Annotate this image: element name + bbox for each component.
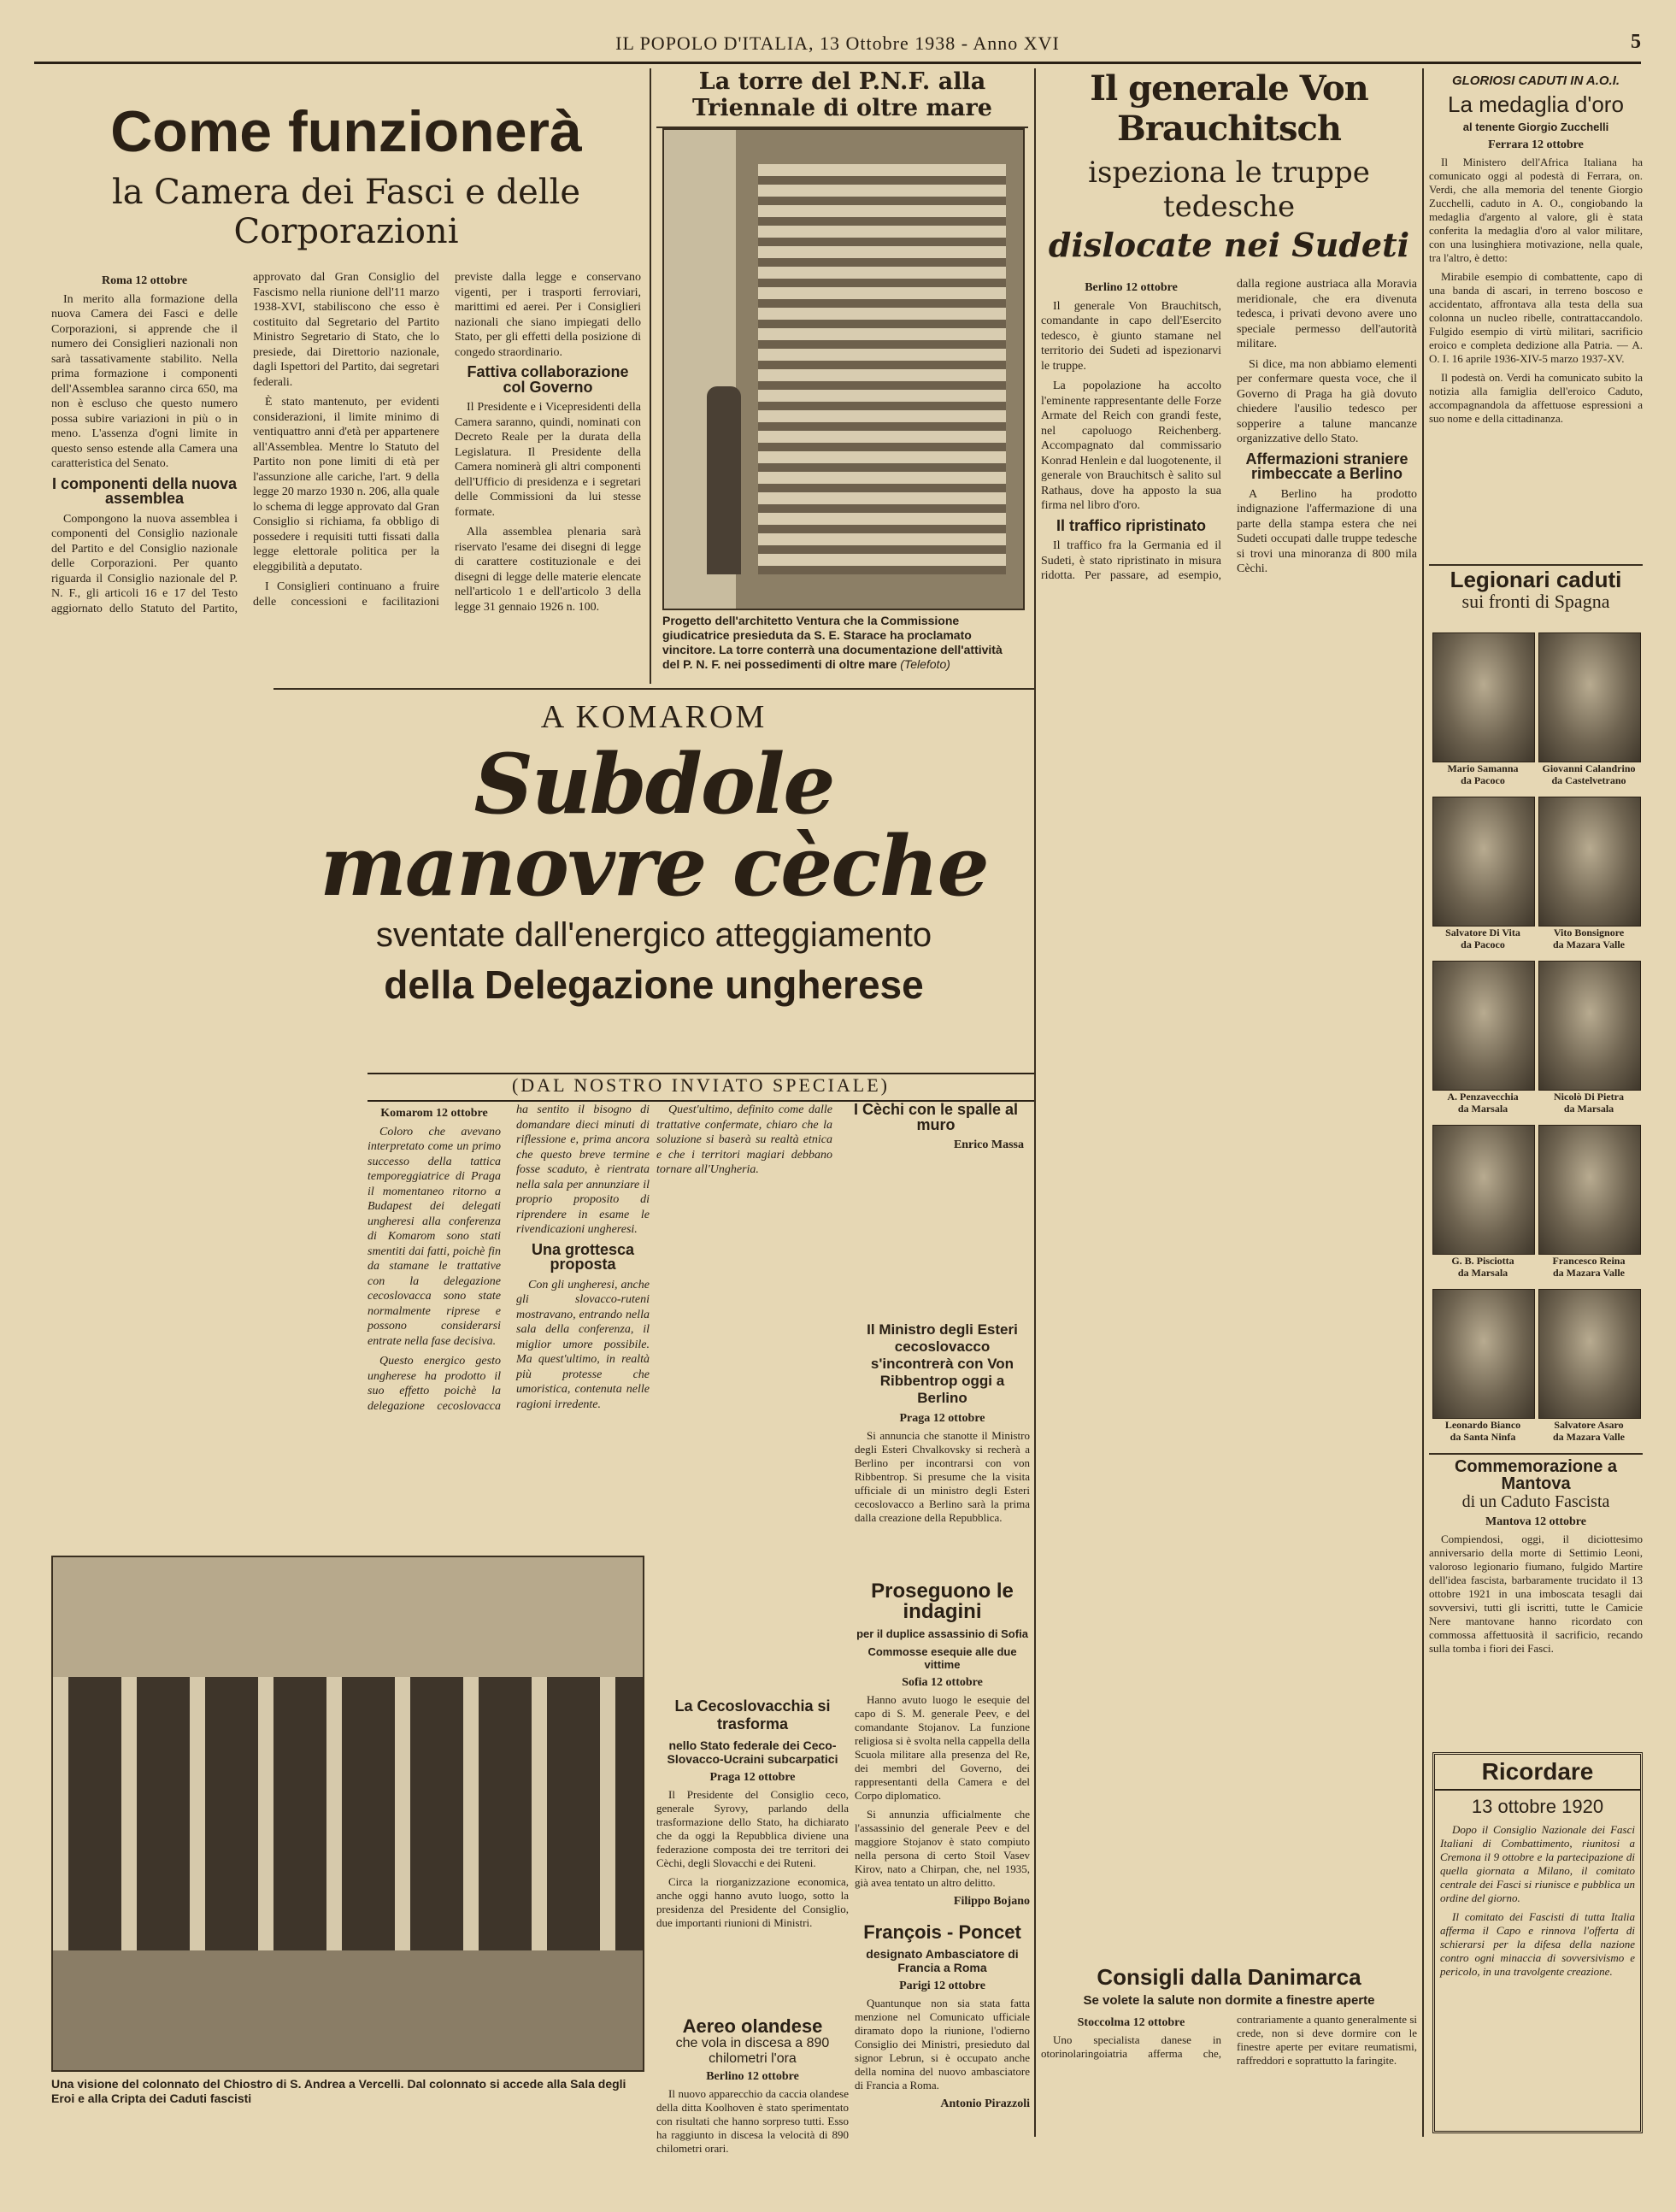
caption-text: Una visione del colonnato del Chiostro di S. Andrea a Vercelli. Dal colonnato si accede alla Sala degli Eroi e alla Cripta dei Caduti fascisti <box>51 2077 626 2105</box>
subhead: Affermazioni straniere rimbeccate a Berlino <box>1245 450 1408 482</box>
portrait-name: Giovanni Calandrino da Castelvetrano <box>1542 762 1636 786</box>
portrait <box>1432 961 1535 1091</box>
paragraph: Coloro che avevano interpretato come un primo successo della tattica temporeggiatrice di Praga il momentaneo ritorno a Budapest dei delegati ungheresi alla conferenza di Komarom sono stati smentiti dai fatti, poichè fin da stamane le trattative con la delegazione cecoslovacca sono state normalmente riprese e possono considerarsi entrate nella fase decisiva. <box>368 1125 501 1348</box>
article-title: Commemorazione a Mantova <box>1454 1457 1618 1493</box>
article-subtitle: ispeziona le truppe tedesche <box>1088 156 1370 224</box>
caption-text: Progetto dell'architetto Ventura che la Commissione giudicatrice presieduta da S. E. Starace ha proclamato vincitore. La torre conterrà una documentazione dell'attività del P. N. F. nei possedimenti di oltre mare <box>662 614 1003 671</box>
tower-photo <box>662 128 1025 610</box>
dateline: Berlino 12 ottobre <box>1085 281 1178 294</box>
article-subtitle: Se volete la salute non dormite a finestre aperte <box>1083 1993 1375 2008</box>
cloister-ground <box>53 1950 643 2070</box>
article-ribbentrop <box>855 1316 1030 1573</box>
statue-figure <box>707 386 741 574</box>
dateline: Ferrara 12 ottobre <box>1488 138 1584 151</box>
article-title: Il generale Von Brauchitsch <box>1090 68 1368 149</box>
article-title: Consigli dalla Danimarca <box>1097 1964 1361 1990</box>
portrait <box>1538 1125 1641 1255</box>
paragraph: Hanno avuto luogo le esequie del capo di S. M. generale Peev, e del comandante Stojanov. La funzione religiosa si è svolta nella cappella della Scuola militare alla presenza del Re, dei membri del Governo, dei rappresentanti della Camera e del Corpo diplomatico. <box>855 1693 1030 1802</box>
section-rule <box>1429 1453 1643 1455</box>
article-subtitle: che vola in discesa a 890 chilometri l'ora <box>675 2036 830 2066</box>
article-subtitle: per il duplice assassinio di Sofia <box>856 1627 1028 1640</box>
paragraph: Compongono la nuova assemblea i componenti del Consiglio nazionale del Partito e del Consiglio nazionale delle Corporazioni. Per quanto riguarda il Consiglio nazionale del P. N. F., gli articoli 16 e 17 del Testo aggiornato dello Statuto del Partito, approvato dal Gran Consiglio del Fascismo nella riunione dell'11 marzo 1938-XVI, stabiliscono che esso è costituito dal Segretario del Partito Ministro Segretario di Stato, che lo presiede, dai Direttorio nazionale, dagli Ispettori del Partito, dai segretari federali. <box>51 271 439 615</box>
column-rule <box>650 68 651 684</box>
paragraph: I Consiglieri continuano a fruire delle concessioni e facilitazioni previste dalla legge e conservano vigenti, per i trasporti ferroviari, marittimi ed aerei. Per i Consiglieri nazionali che siano impiegati dello Stato, per gli effetti della posizione di congedo straordinario. <box>253 271 641 609</box>
article-body <box>1429 138 1643 426</box>
paragraph: Con gli ungheresi, anche gli slovacco-ruteni mostravano, entrando nella sala della conferenza, il miglior umore possibile. Ma quest'ultimo, in realtà più protesse che umoristica, contenuta nelle ragioni irredente. <box>516 1278 650 1411</box>
column-rule <box>1034 68 1036 2137</box>
paragraph: È stato mantenuto, per evidenti considerazioni, il limite minimo di ventiquattro anni d'età per appartenere all'Assemblea. Mentre lo Statuto del Partito non pone limiti di età per l'assunzione alle cariche, l'art. 9 della legge 20 marzo 1930 n. 206, alla quale lo schema di legge approvato dal Gran Consiglio si richiama, fa obbligo di possedere i requisiti tutti fissati dalla legge elettorale politica per la eleggibilità a deputato. <box>253 396 439 574</box>
portrait <box>1538 797 1641 927</box>
paragraph: Si annunzia ufficialmente che l'assassinio del generale Peev e del maggiore Stojanov è stato compiuto nella persona di certo Stoil Vasev Kirov, nato a Chirpan, che, nel 1935, già avea tentato un altro delitto. <box>855 1808 1030 1889</box>
paragraph: Si dice, ma non abbiamo elementi per confermare questa voce, che il Governo di Praga ha già dovuto chiedere l'ausilio tedesco per sopperire a talune mancanze organizzative dello Stato. <box>1237 357 1417 445</box>
cloister-photo <box>51 1556 644 2072</box>
portrait-name: Salvatore Di Vita da Pacoco <box>1445 927 1520 950</box>
box-ricordare <box>1432 1752 1643 2133</box>
komarom-heading <box>273 692 1034 1068</box>
article-body <box>656 2070 849 2156</box>
article-sofia <box>855 1581 1030 1923</box>
paragraph: A Berlino ha prodotto indignazione l'affermazione di una parte della stampa estera che nei Sudeti occupati dalle truppe tedesche si trovi una minoranza di 800 mila Cèchi. <box>1237 487 1417 575</box>
subhead: Il traffico ripristinato <box>1056 516 1207 534</box>
article-mantova <box>1429 1458 1643 1740</box>
portrait <box>1432 1289 1535 1419</box>
legionari-heading <box>1429 568 1643 628</box>
paragraph: Dopo il Consiglio Nazionale dei Fasci Italiani di Combattimento, riunitosi a Cremona il 9 ottobre e la partecipazione di quella giornata a Milano, il comitato centrale dei Fasci si riunisce e pubblica un ordine del giorno. <box>1440 1823 1635 1904</box>
article-title: La Cecoslovacchia si trasforma <box>674 1697 831 1733</box>
paragraph: Alla assemblea plenaria sarà riservato l'esame dei disegni di legge di carattere costituzionale e dei disegni di legge delle materie elencate nell'articolo 1 e dell'articolo 3 della legge 31 gennaio 1926 n. 100. <box>455 526 641 614</box>
dateline: Stoccolma 12 ottobre <box>1077 2016 1185 2029</box>
komarom-byline <box>368 1073 1034 1102</box>
dateline: Berlino 12 ottobre <box>706 2070 799 2083</box>
subhead: I Cèchi con le spalle al muro <box>853 1101 1019 1133</box>
paragraph: Si annuncia che stanotte il Ministro degli Esteri Chvalkovsky si recherà a Berlino per incontrarsi con von Ribbentrop. Si presume che la visita ufficiale di un ministro degli Esteri cecoslovacco a Berlino sarà la prima dalla creazione della Repubblica. <box>855 1429 1030 1524</box>
dateline: Sofia 12 ottobre <box>902 1676 983 1689</box>
paragraph: Il Presidente del Consiglio ceco, generale Syrovy, parlando della trasformazione dello Stato, ha dichiarato che da oggi la Repubblica diviene una federazione composta dei tre territori dei Cèchi, degli Slovacchi e dei Ruteni. <box>656 1788 849 1869</box>
portrait-name: Leonardo Bianco da Santa Ninfa <box>1444 1419 1521 1443</box>
paragraph: Il podestà on. Verdi ha comunicato subito la notizia alla famiglia dell'eroico Caduto, accompagnandola da affettuose espressioni a suo nome e della cittadinanza. <box>1429 371 1643 425</box>
page-number: 5 <box>1631 31 1641 53</box>
subhead: Fattiva collaborazione col Governo <box>467 363 629 396</box>
article-subtitle: di un Caduto Fascista <box>1461 1492 1610 1511</box>
article-body <box>1041 2013 1417 2068</box>
portrait-name: Mario Samanna da Pacoco <box>1447 762 1519 786</box>
article-body <box>1429 1515 1643 1656</box>
masthead-title: IL POPOLO D'ITALIA, 13 Ottobre 1938 - Anno XVI <box>615 32 1060 54</box>
article-title: La torre del P.N.F. alla Triennale di oltre mare <box>656 68 1028 128</box>
byline-text: (DAL NOSTRO INVIATO SPECIALE) <box>511 1074 891 1096</box>
colonnade <box>53 1677 643 1950</box>
portrait-name: Salvatore Asaro da Mazara Valle <box>1553 1419 1625 1443</box>
box-title: Ricordare <box>1435 1755 1640 1791</box>
portrait-name: A. Penzavecchia da Marsala <box>1447 1091 1519 1115</box>
caption-credit: (Telefoto) <box>900 657 950 671</box>
portrait <box>1538 632 1641 762</box>
legionari-subtitle: sui fronti di Spagna <box>1461 591 1610 612</box>
article-subtitle: sventate dall'energico atteggiamento <box>375 916 932 954</box>
article-title: Proseguono le indagini <box>871 1580 1014 1623</box>
paragraph: Il Ministero dell'Africa Italiana ha comunicato oggi al podestà di Ferrara, on. Verdi, che alla memoria del tenente Giorgio Zucchelli, caduto in A. O., congiobando la medaglia d'argento al valore, gli è stata conferita la medaglia d'oro al valor militare, con una lusinghiera motivazione, nella quale, tra l'altro, è detto: <box>1429 156 1643 264</box>
article-subtitle: al tenente Giorgio Zucchelli <box>1462 121 1609 133</box>
portrait <box>1538 1289 1641 1419</box>
article-subtitle: designato Ambasciatore di Francia a Roma <box>866 1947 1019 1974</box>
portrait <box>1432 1125 1535 1255</box>
tower-facade <box>758 164 1006 574</box>
article-subtitle2: della Delegazione ungherese <box>384 962 924 1007</box>
dateline: Parigi 12 ottobre <box>899 1980 985 1992</box>
article-title: La medaglia d'oro <box>1448 91 1624 117</box>
column-rule <box>1422 68 1424 2137</box>
article-body <box>855 1980 1030 2111</box>
portrait <box>1432 632 1535 762</box>
article-body <box>656 1771 849 1930</box>
section-rule <box>273 688 1034 690</box>
paragraph: In merito alla formazione della nuova Camera dei Fasci e delle Corporazioni, si apprende che il numero dei Consiglieri nazionali non sarà tassativamente stabilito. Nella prima formazione i componenti dell'Assemblea saranno circa 650, ma non è escluso che questo numero possa subire variazioni in più o in meno. L'assenza d'ogni limite in questo senso estende alla Camera una caratteristica del Senato. <box>51 292 238 470</box>
article-body <box>855 1412 1030 1525</box>
portrait <box>1432 797 1535 927</box>
box-subtitle: 13 ottobre 1920 <box>1471 1796 1604 1817</box>
paragraph: Quest'ultimo, definito come dalle trattative confermate, chiaro che la soluzione si baserà su realtà etnica e che i territori magiari debbano tornare all'Ungheria. <box>656 1103 832 1176</box>
paragraph: Il nuovo apparecchio da caccia olandese della ditta Koolhoven è stato sperimentato con risultati che hanno sorpreso tutti. Esso ha raggiunto in discesa la velocità di 890 chilometri orari. <box>656 2087 849 2155</box>
signature: Antonio Pirazzoli <box>940 2097 1030 2110</box>
article-medaglia-oro <box>1429 68 1643 564</box>
subhead: I componenti della nuova assemblea <box>51 474 238 507</box>
paragraph: Circa la riorganizzazione economica, anche oggi hanno avuto luogo, sotto la presidenza del Presidente del Consiglio, due importanti riunioni di Ministri. <box>656 1875 849 1929</box>
paragraph: Compiendosi, oggi, il diciottesimo anniversario della morte di Settimio Leoni, valoroso legionario fiumano, fulgido Martire dell'idea fascista, barbaramente trucidato il 13 ottobre 1921 in una imboscata tesagli dai sovversivi, tutti gli iscritti, tutte le Camicie Nere mantovane hanno ricordato con commossa affettuosità il sacrificio, recando sulla tomba i fiori dei Fasci. <box>1429 1533 1643 1655</box>
paragraph: Mirabile esempio di combattente, capo di una banda di ascari, in terreno boscoso e accidentato, affrontava alla testa della sua colonna un nucleo ribelle, contrattaccandolo. Fulgido esempio di virtù militari, sacrificio eroico e completa dedizione alla Patria. — A. O. I. 16 aprile 1936-XIV-5 marzo 1937-XV. <box>1429 270 1643 365</box>
signature: Filippo Bojano <box>953 1895 1030 1908</box>
paragraph: Uno specialista danese in otorinolaringoiatria afferma che, contrariamente a quanto generalmente si crede, non si deve dormire con le finestre aperte per evitare reumatismi, raffreddori e soprattutto la faringite. <box>1041 2013 1417 2067</box>
article-body <box>1041 277 1417 1063</box>
dateline: Komarom 12 ottobre <box>380 1107 488 1120</box>
signature: Enrico Massa <box>953 1138 1024 1151</box>
article-subtitle: nello Stato federale dei Ceco-Slovacco-Ucraini subcarpatici <box>667 1738 838 1766</box>
paragraph: Il comitato dei Fascisti di tutta Italia afferma il Capo e rinnova l'offerta di schierarsi per la difesa della nazione contro ogni minaccia di sovversivismo e pericolo, in una travolgente creazione. <box>1440 1910 1635 1978</box>
article-title: Come funzionerà <box>110 99 582 164</box>
masthead <box>34 26 1641 64</box>
paragraph: Il Presidente e i Vicepresidenti della Camera saranno, quindi, nominati con Decreto Reale per la durata della Legislatura. Il Presidente della Camera nominerà gli altri componenti dell'Ufficio di presidenza e i segretari delle Commissioni da lui stesse formate. <box>455 401 641 519</box>
article-von-brauchitsch <box>1041 68 1417 1043</box>
paragraph: Questo energico gesto ungherese ha prodotto il suo effetto poichè la delegazione cecoslovacca ha sentito il bisogno di domandare dieci minuti di riflessione e, prima ancora che questo breve termine fosse scaduto, è rientrata nella sala per annunziare il proprio proposito di riprendere in esame le rivendicazioni ungheresi. <box>368 1103 650 1413</box>
dateline: Mantova 12 ottobre <box>1485 1515 1586 1528</box>
paragraph: Quantunque non sia stata fatta menzione nel Comunicato ufficiale diramato dopo la riunione, l'odierno Consiglio dei Ministri, presieduto dal signor Lebrun, si è occupato anche della nomina del nuovo ambasciatore di Francia a Roma. <box>855 1997 1030 2091</box>
dateline: Praga 12 ottobre <box>899 1412 985 1425</box>
portrait-name: G. B. Pisciotta da Marsala <box>1451 1255 1514 1279</box>
tower-caption <box>662 614 1021 682</box>
article-title: Aereo olandese <box>682 2015 823 2037</box>
article-title: Il Ministro degli Esteri cecoslovacco s'incontrerà con Von Ribbentrop oggi a Berlino <box>867 1321 1018 1406</box>
article-subtitle: la Camera dei Fasci e delle Corporazioni <box>111 173 581 251</box>
article-title: Subdole manovre cèche <box>320 736 988 915</box>
dateline: Roma 12 ottobre <box>101 274 188 287</box>
article-danimarca <box>1041 1966 1417 2137</box>
portrait-name: Vito Bonsignore da Mazara Valle <box>1553 927 1625 950</box>
portrait-name: Francesco Reina da Mazara Valle <box>1552 1255 1626 1279</box>
article-title: François - Poncet <box>863 1921 1021 1943</box>
legionari-title: Legionari caduti <box>1450 567 1622 592</box>
article-poncet <box>855 1923 1030 2145</box>
cloister-caption <box>51 2077 641 2128</box>
article-subtitle2: dislocate nei Sudeti <box>1048 226 1410 264</box>
paragraph: Il traffico fra la Germania ed il Sudeti, è stato ripristinato in misura ridotta. Per passare, ad esempio, dalla regione austriaca alla Moravia meridionale, che era divenuta tedesca, i privati devono avere uno speciale permesso dell'autorità militare. <box>1041 278 1417 582</box>
kicker: GLORIOSI CADUTI IN A.O.I. <box>1451 74 1620 88</box>
paragraph: Il generale Von Brauchitsch, comandante in capo dell'Esercito tedesco, è giunto stamane nel territorio dei Sudeti ad ispezionarvi le truppe. <box>1041 299 1221 373</box>
article-body <box>855 1676 1030 1909</box>
subhead: Una grottesca proposta <box>531 1240 635 1273</box>
article-kicker: A KOMAROM <box>540 699 767 735</box>
portrait <box>1538 961 1641 1091</box>
paragraph: La popolazione ha accolto l'eminente rappresentante delle Forze Armate del Reich con grandi feste, nel capoluogo Reichenberg. Accompagnato dal commissario Konrad Henlein e dal luogotenente, il generale von Brauchitsch è salito sul Rathaus, dove ha apposto la sua firma nel libro d'oro. <box>1041 379 1221 512</box>
dateline: Praga 12 ottobre <box>709 1771 796 1784</box>
article-aereo <box>656 2015 849 2155</box>
portrait-name: Nicolò Di Pietra da Marsala <box>1554 1091 1624 1115</box>
article-subtitle2: Commosse esequie alle due vittime <box>867 1645 1017 1671</box>
section-rule <box>1429 564 1643 566</box>
box-body <box>1435 1823 1640 1979</box>
